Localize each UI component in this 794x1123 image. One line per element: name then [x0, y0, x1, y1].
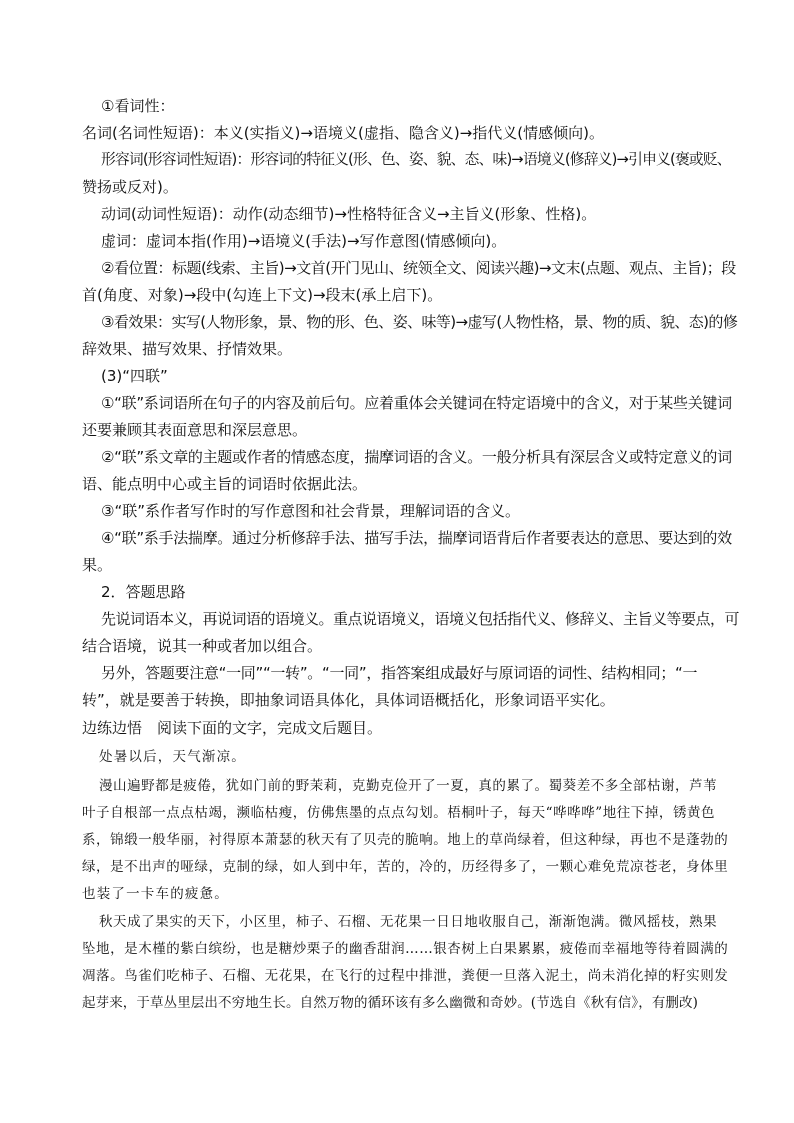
verb-line: 动词(动词性短语)：动作(动态细节)→性格特征含义→主旨义(形象、性格)。 — [101, 205, 597, 223]
link1-line-2: 还要兼顾其表面意思和深层意思。 — [82, 421, 308, 439]
story-line-3: 叶子自根部一点点枯竭，濒临枯瘦，仿佛焦墨的点点勾划。梧桐叶子，每天“哗哗哗”地往下掉，锈黄色 — [82, 805, 716, 821]
noun-line: 名词(名词性短语)：本义(实指义)→语境义(虚指、隐含义)→指代义(情感倾向)。 — [82, 124, 604, 142]
story-line-1: 处暑以后，天气渐凉。 — [99, 749, 246, 765]
story-line-6: 也装了一卡车的疲惫。 — [82, 886, 229, 902]
position-line-1: ②看位置：标题(线索、主旨)→文首(开门见山、统领全文、阅读兴趣)→文末(点题、观点、主旨)；段 — [101, 259, 736, 277]
link2-line-2: 语、能点明中心或主旨的词语时依据此法。 — [82, 475, 368, 493]
answer-para1-line-2: 结合语境，说其一种或者加以组合。 — [82, 637, 323, 655]
story-line-8: 坠地，是木槿的紫白缤纷，也是糖炒栗子的幽香甜润……银杏树上白果累累，疲倦而幸福地等待着圆满的 — [82, 941, 729, 957]
effect-line-1: ③看效果：实写(人物形象，景、物的形、色、姿、味等)→虚写(人物性格，景、物的质、貌、态)的修 — [101, 313, 738, 331]
four-links-title: (3)“四联” — [101, 367, 168, 385]
look-part-of-speech-title: ①看词性： — [101, 97, 175, 115]
answer-para2-line-1: 另外，答题要注意“一同”“一转”。“一同”，指答案组成最好与原词语的词性、结构相同；“一 — [101, 664, 698, 682]
adjective-line-2: 赞扬或反对)。 — [82, 178, 178, 196]
story-line-9: 凋落。鸟雀们吃柿子、石榴、无花果，在飞行的过程中排泄，粪便一旦落入泥土，尚未消化掉的籽实则发 — [82, 968, 729, 984]
answer-para2-line-2: 转”，就是要善于转换，即抽象词语具体化，具体词语概括化，形象词语平实化。 — [82, 691, 615, 709]
story-line-10: 起芽来，于草丛里层出不穷地生长。自然万物的循环该有多么幽微和奇妙。(节选自《秋有信》，有删改) — [82, 995, 698, 1011]
story-line-5: 绿，是不出声的哑绿，克制的绿，如人到中年，苦的，冷的，历经得多了，一颗心难免荒凉苍老，身体里 — [82, 859, 729, 875]
link2-line-1: ②“联”系文章的主题或作者的情感态度，揣摩词语的含义。一般分析具有深层含义或特定意义的词 — [101, 448, 732, 466]
answer-section-title: 2．答题思路 — [101, 583, 186, 601]
practice-instruction: 边练边悟 阅读下面的文字，完成文后题目。 — [82, 719, 383, 737]
link4-line-2: 果。 — [82, 556, 113, 574]
adjective-line-1: 形容词(形容词性短语)：形容词的特征义(形、色、姿、貌、态、味)→语境义(修辞义)→引申义(褒或贬、 — [101, 151, 731, 168]
story-line-4: 系，锦缎一般华丽，衬得原本萧瑟的秋天有了贝壳的脆响。地上的草尚绿着，但这种绿，再也不是蓬勃的 — [82, 832, 729, 848]
function-word-line: 虚词：虚词本指(作用)→语境义(手法)→写作意图(情感倾向)。 — [101, 232, 507, 250]
link1-line-1: ①“联”系词语所在句子的内容及前后句。应着重体会关键词在特定语境中的含义，对于某些关键词 — [101, 394, 732, 412]
story-line-2: 漫山遍野都是疲倦，犹如门前的野茉莉，克勤克俭开了一夏，真的累了。蜀葵差不多全部枯谢，芦苇 — [99, 778, 718, 794]
position-line-2: 首(角度、对象)→段中(勾连上下文)→段末(承上启下)。 — [82, 286, 443, 304]
link3-line: ③“联”系作者写作时的写作意图和社会背景，理解词语的含义。 — [101, 502, 520, 520]
story-line-7: 秋天成了果实的天下，小区里，柿子、石榴、无花果一日日地收服自己，渐渐饱满。微风摇枝，熟果 — [99, 914, 718, 930]
answer-para1-line-1: 先说词语本义，再说词语的语境义。重点说语境义，语境义包括指代义、修辞义、主旨义等要点，可 — [101, 610, 740, 628]
link4-line-1: ④“联”系手法揣摩。通过分析修辞手法、描写手法，揣摩词语背后作者要表达的意思、要达到的效 — [101, 529, 732, 547]
effect-line-2: 辞效果、描写效果、抒情效果。 — [82, 340, 293, 358]
